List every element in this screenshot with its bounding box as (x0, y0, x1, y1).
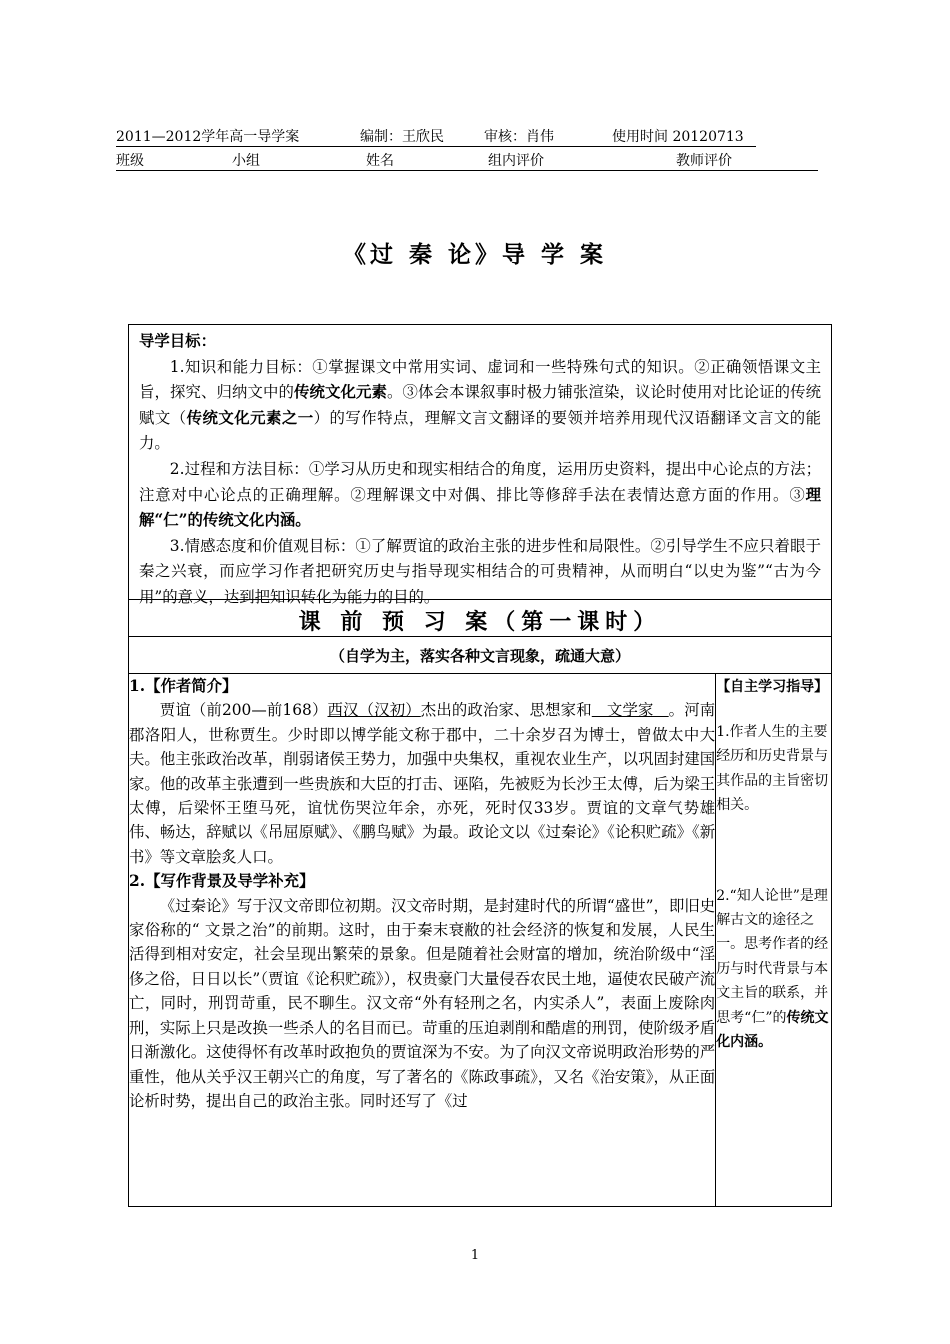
page-number: 1 (470, 1248, 480, 1263)
header-year: 2011—2012学年高一导学案 (116, 129, 300, 145)
goal-knowledge: 1.知识和能力目标：①掌握课文中常用实词、虚词和一些特殊句式的知识。②正确领悟课文主旨，探究、归纳文中的传统文化元素。③体会本课叙事时极力铺张渲染，议论时使用对比论证的传统赋文（传统文化元素之一）的写作特点，理解文言文翻译的要领并培养用现代汉语翻译文言文的能力。 (139, 357, 821, 453)
guide-note-1: 1.作者人生的主要经历和历史背景与其作品的主旨密切相关。 (716, 724, 829, 814)
page-title: 《过 秦 论》导 学 案 (342, 241, 608, 268)
worksheet-table (128, 324, 832, 1207)
author-text: 贾谊（前200—前168）西汉（汉初）杰出的政治家、思想家和 文学家 。河南郡洛阳人，世称贾生。少时即以博学能文称于郡中，二十余岁召为博士，曾做太中大夫。他主张政治改革，削弱诸侯王势力，加强中央集权，重视农业生产，以巩固封建国家。他的改革主张遭到一些贵族和大臣的打击、诬陷，先被贬为长沙王太傅，后为梁王太傅，后梁怀王堕马死，谊忧伤哭泣年余，亦死，死时仅33岁。贾谊的文章气势雄伟、畅达，辞赋以《吊屈原赋》、《鹏鸟赋》为最。政论文以《过秦论》《论积贮疏》《新书》等文章脍炙人口。 (129, 701, 716, 866)
header-line-2 (116, 152, 818, 171)
guide-cell (716, 674, 832, 1207)
background-text: 《过秦论》写于汉文帝即位初期。汉文帝时期，是封建时代的所谓“盛世”，即旧史家俗称的“ 文景之治”的前期。这时，由于秦末衰敝的社会经济的恢复和发展，人民生活得到相对安定，社会呈现出繁荣的景象。但是随着社会财富的增加，统治阶级中“淫侈之俗，日日以长”（贾谊《论积贮疏》），权贵豪门大量侵吞农民土地，逼使农民破产流亡，同时，刑罚苛重，民不聊生。汉文帝“外有轻刑之名，内实杀人”，表面上废除肉刑，实际上只是改换一些杀人的名目而已。苛重的压迫剥削和酷虐的刑罚，使阶级矛盾日渐激化。这使得怀有改革时政抱负的贾谊深为不安。为了向汉文帝说明政治形势的严重性，他从关乎汉王朝兴亡的角度，写了著名的《陈政事疏》，又名《治安策》，从正面论析时势，提出自己的政治主张。同时还写了《过 (129, 896, 716, 1110)
header-name: 姓名 (366, 153, 394, 169)
guide-heading: 【自主学习指导】 (716, 679, 829, 695)
header-reviewer: 审核：肖伟 (484, 129, 554, 145)
header-teacher-eval: 教师评价 (676, 153, 732, 169)
guide-note-2: 2.“知人论世”是理解古文的途径之一。思考作者的经历与时代背景与本文主旨的联系，并思考“仁”的传统文化内涵。 (716, 887, 829, 1051)
header-group: 小组 (232, 153, 260, 169)
goals-heading: 导学目标： (139, 332, 216, 350)
header-editor: 编制：王欣民 (360, 129, 444, 145)
content-cell (129, 674, 716, 1207)
header-line-1 (116, 128, 756, 147)
header-group-eval: 组内评价 (488, 153, 544, 169)
goals-cell (129, 325, 832, 606)
section-title: 课 前 预 习 案（第一课时） (298, 609, 662, 635)
goal-attitude: 3.情感态度和价值观目标：①了解贾谊的政治主张的进步性和局限性。②引导学生不应只着眼于秦之兴衰，而应学习作者把研究历史与指导现实相结合的可贵精神，从而明白“以史为鉴”“古为今用”的意义，达到把知识转化为能力的目的。 (139, 536, 821, 606)
goal-process: 2.过程和方法目标：①学习从历史和现实相结合的角度，运用历史资料，提出中心论点的方法；注意对中心论点的正确理解。②理解课文中对偶、排比等修辞手法在表情达意方面的作用。③理解“仁”的传统文化内涵。 (139, 459, 821, 530)
section-subtitle-cell (129, 637, 832, 674)
header-use-time: 使用时间 20120713 (612, 129, 744, 145)
author-heading: 1.【作者简介】 (129, 677, 238, 695)
goals-block (129, 325, 831, 606)
background-heading: 2.【写作背景及导学补充】 (129, 872, 315, 891)
header-class: 班级 (116, 153, 144, 169)
section-subtitle: （自学为主，落实各种文言现象，疏通大意） (329, 647, 630, 665)
